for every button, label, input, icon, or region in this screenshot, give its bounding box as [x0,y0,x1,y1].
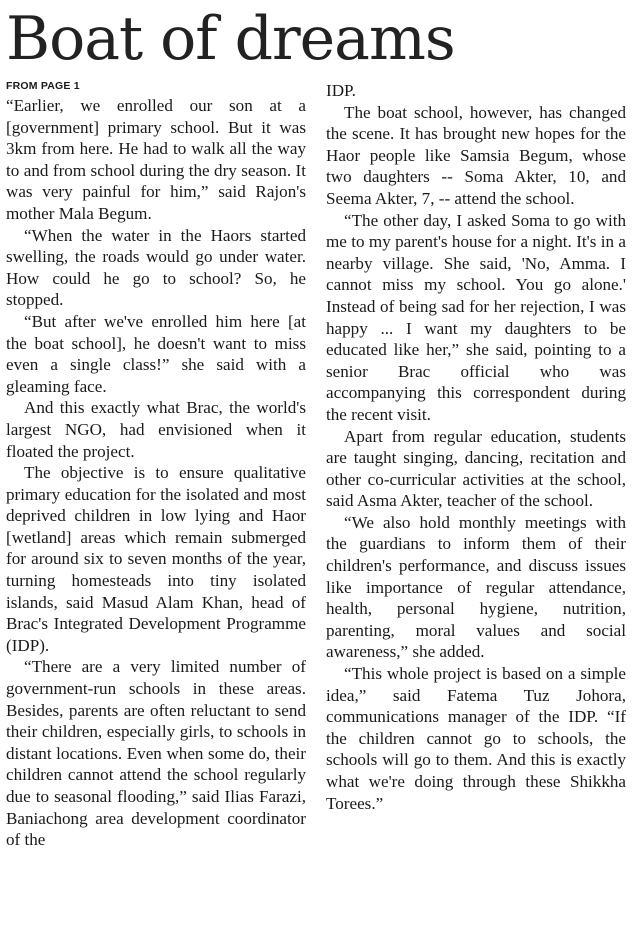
paragraph: And this exactly what Brac, the world's largest NGO, had envisioned when it floated the project. [6,398,306,461]
paragraph: “We also hold monthly meetings with the guardians to inform them of their children's performance, and discuss issues like importance of regular attendance, health, personal hygiene, nutrition, parenting, moral values and social awareness,” she added. [326,512,626,662]
paragraph: “But after we've enrolled him here [at the boat school], he doesn't want to miss even a single class!” she said with a gleaming face. [6,311,306,396]
paragraph: “Earlier, we enrolled our son at a [government] primary school. But it was 3km from here. He had to walk all the way to and from school during the dry season. It was very painful for him,” said Rajon's mother Mala Begum. [6,96,306,223]
paragraph-continuation: IDP. [326,81,356,100]
continuation-kicker: FROM PAGE 1 [6,80,80,92]
paragraph: “When the water in the Haors started swelling, the roads would go under water. How could he go to school? So, he stopped. [6,225,306,310]
article-column-right [326,80,626,814]
paragraph: “The other day, I asked Soma to go with me to my parent's house for a night. It's in a nearby village. She said, 'No, Amma. I cannot miss my school. You go alone.' Instead of being sad for her rejection, I was happy ... I want my daughters to be educated like her,” she said, pointing to a senior Brac official who was accompanying this correspondent during the recent visit. [326,210,626,424]
paragraph: The objective is to ensure qualitative primary education for the isolated and most deprived children in low lying and Haor [wetland] areas which remain submerged for around six to seven months of the year, turning homesteads into tiny isolated islands, said Masud Alam Khan, head of Brac's Integrated Development Programme (IDP). [6,463,306,655]
paragraph: “There are a very limited number of government-run schools in these areas. Besides, parents are often reluctant to send their children, especially girls, to schools in distant locations. Even when some do, their children cannot attend the school regularly due to seasonal flooding,” said Ilias Farazi, Baniachong area development coordinator of the [6,657,306,850]
headline: Boat of dreams [6,4,455,74]
paragraph: “This whole project is based on a simple idea,” said Fatema Tuz Johora, communications manager of the IDP. “If the children cannot go to schools, the schools will go to them. And this is exactly what we're doing through these Shikkha Torees.” [326,664,626,813]
paragraph: The boat school, however, has changed the scene. It has brought new hopes for the Haor people like Samsia Begum, whose two daughters -- Soma Akter, 10, and Seema Akter, 7, -- attend the school. [326,102,626,208]
paragraph: Apart from regular education, students are taught singing, dancing, recitation and other co-curricular activities at the school, said Asma Akter, teacher of the school. [326,426,626,511]
article-column-left [6,80,306,851]
